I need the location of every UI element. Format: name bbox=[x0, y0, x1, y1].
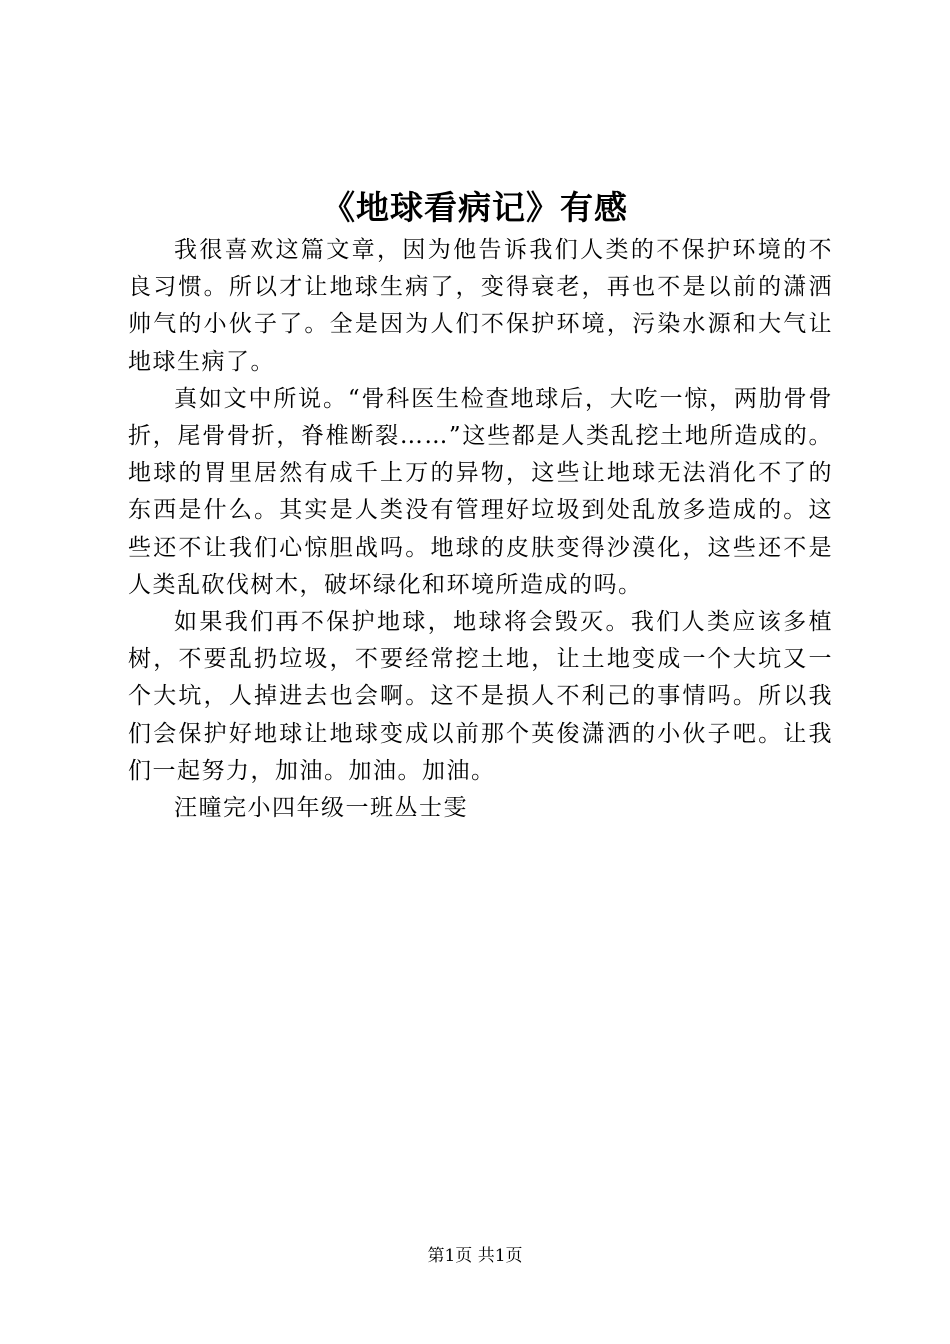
document-title: 《地球看病记》有感 bbox=[322, 188, 628, 227]
paragraph: 真如文中所说。“骨科医生检查地球后，大吃一惊，两肋骨骨折，尾骨骨折，脊椎断裂……”这些都是人类乱挖土地所造成的。地球的胃里居然有成千上万的异物，这些让地球无法消化不了的东西是什么。其实是人类没有管理好垃圾到处乱放多造成的。这些还不让我们心惊胆战吗。地球的皮肤变得沙漠化，这些还不是人类乱砍伐树木，破坏绿化和环境所造成的吗。 bbox=[128, 385, 833, 598]
document-body bbox=[128, 232, 833, 827]
page-footer: 第1页 共1页 bbox=[427, 1246, 523, 1266]
author-line: 汪曈完小四年级一班丛士雯 bbox=[174, 795, 468, 822]
paragraph: 如果我们再不保护地球，地球将会毁灭。我们人类应该多植树，不要乱扔垃圾，不要经常挖土地，让土地变成一个大坑又一个大坑，人掉进去也会啊。这不是损人不利己的事情吗。所以我们会保护好地球让地球变成以前那个英俊潇洒的小伙子吧。让我们一起努力，加油。加油。加油。 bbox=[128, 609, 833, 784]
paragraph: 我很喜欢这篇文章，因为他告诉我们人类的不保护环境的不良习惯。所以才让地球生病了，变得衰老，再也不是以前的潇洒帅气的小伙子了。全是因为人们不保护环境，污染水源和大气让地球生病了。 bbox=[128, 237, 833, 375]
